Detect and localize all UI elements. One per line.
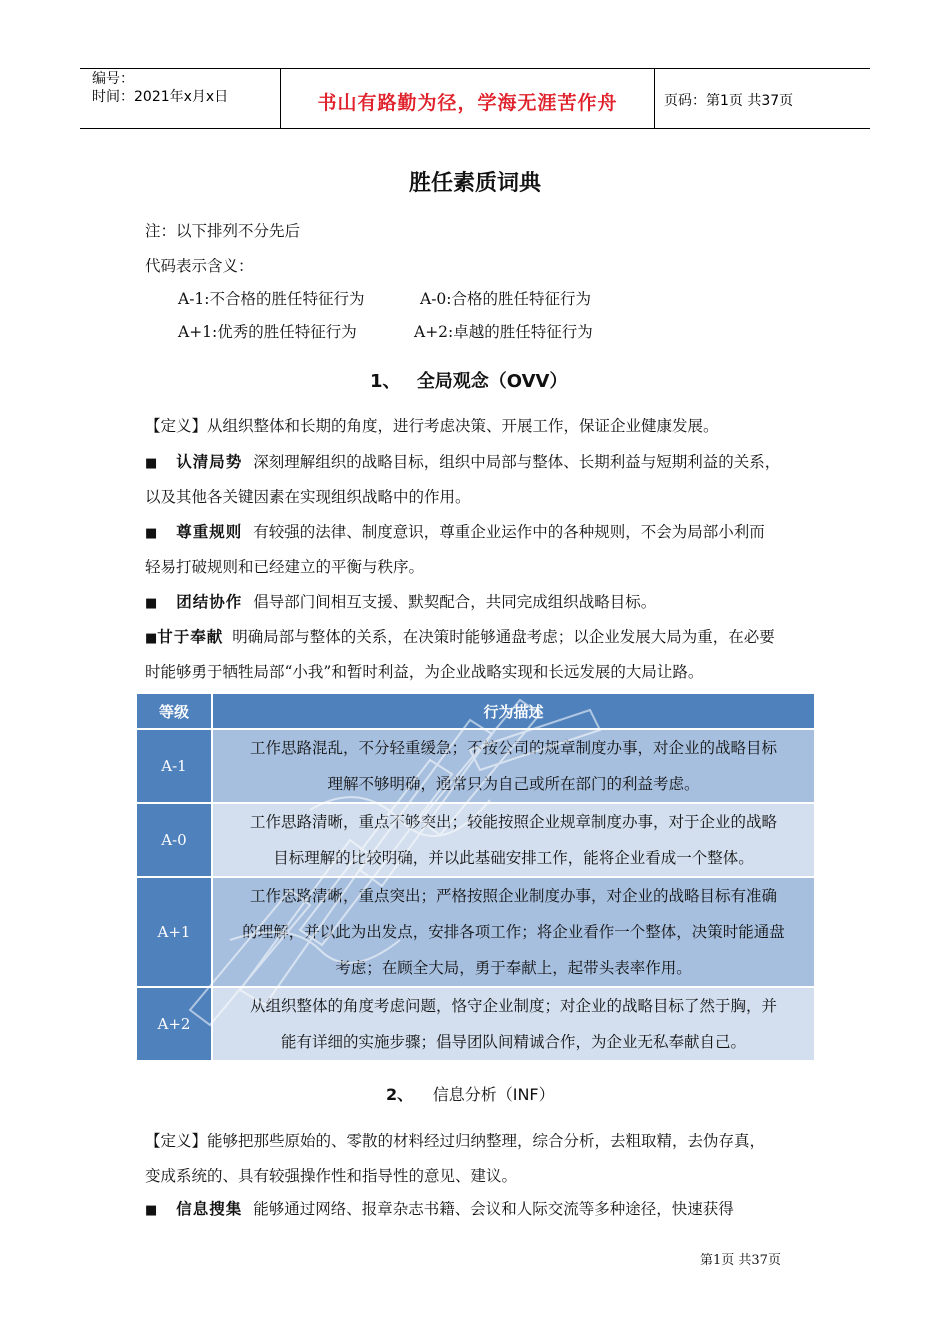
item-info-collection xyxy=(145,1199,734,1221)
document-title: 胜任素质词典 xyxy=(408,171,541,196)
item-respect-rules xyxy=(145,522,765,544)
description-cell xyxy=(212,877,814,987)
item-teamwork xyxy=(145,592,656,614)
table-header-level: 等级 xyxy=(137,694,212,729)
definition-text-cont: 变成系统的、具有较强操作性和指导性的意见、建议。 xyxy=(145,1167,518,1185)
page-footer: 第1页 共37页 xyxy=(700,1253,781,1268)
serial-label: 编号： xyxy=(92,71,134,87)
item-text-cont: 时能够勇于牺牲局部“小我”和暂时利益，为企业战略实现和长远发展的大局让路。 xyxy=(145,663,704,681)
item-text-cont: 以及其他各关键因素在实现组织战略中的作用。 xyxy=(145,488,471,506)
table-header-row xyxy=(137,694,814,729)
item-term: 团结协作 xyxy=(176,593,243,611)
code-a-0: A-0:合格的胜任特征行为 xyxy=(420,290,592,308)
description-line: 从组织整体的角度考虑问题，恪守企业制度；对企业的战略目标了然于胸，并 xyxy=(249,997,777,1015)
section2-number: 2、 xyxy=(386,1085,414,1104)
definition-label: 【定义】 xyxy=(145,1132,208,1150)
level-cell: A+2 xyxy=(137,987,212,1060)
code-a-minus-1: A-1:不合格的胜任特征行为 xyxy=(178,290,365,308)
square-bullet-icon: ■ xyxy=(145,1203,158,1218)
header-motto: 书山有路勤为径，学海无涯苦作舟 xyxy=(317,92,618,114)
description-line: 工作思路混乱，不分轻重缓急；不按公司的规章制度办事，对企业的战略目标 xyxy=(249,739,777,757)
level-cell: A+1 xyxy=(137,877,212,987)
section1-title: 全局观念（OVV） xyxy=(416,371,568,392)
code-a-plus-1: A+1:优秀的胜任特征行为 xyxy=(178,323,357,341)
square-bullet-icon: ■ xyxy=(145,456,158,471)
square-bullet-icon: ■ xyxy=(145,596,158,611)
intro-code-meaning: 代码表示含义： xyxy=(145,257,254,275)
header-bottom-rule xyxy=(80,128,870,129)
description-cell xyxy=(212,729,814,803)
table-row xyxy=(137,803,814,877)
item-dedication xyxy=(145,627,775,649)
item-recognize-situation xyxy=(145,452,780,474)
description-line: 的理解，并以此为出发点，安排各项工作；将企业看作一个整体，决策时能通盘 xyxy=(242,923,785,941)
definition-label: 【定义】 xyxy=(145,417,208,435)
behavior-level-table xyxy=(137,694,814,1060)
header-page-info: 页码：第1页 共37页 xyxy=(664,93,794,109)
definition-text: 从组织整体和长期的角度，进行考虑决策、开展工作，保证企业健康发展。 xyxy=(207,417,719,435)
item-text: 明确局部与整体的关系，在决策时能够通盘考虑；以企业发展大局为重，在必要 xyxy=(232,628,775,646)
item-text: 深刻理解组织的战略目标，组织中局部与整体、长期利益与短期利益的关系， xyxy=(253,453,781,471)
table-header-description: 行为描述 xyxy=(212,694,814,729)
level-cell: A-0 xyxy=(137,803,212,877)
description-line: 工作思路清晰，重点突出；严格按照企业制度办事，对企业的战略目标有准确 xyxy=(249,887,777,905)
section1-heading xyxy=(370,367,568,393)
description-line: 工作思路清晰，重点不够突出；较能按照企业规章制度办事，对于企业的战略 xyxy=(249,813,777,831)
item-text: 能够通过网络、报章杂志书籍、会议和人际交流等多种途径，快速获得 xyxy=(253,1200,734,1218)
table-row xyxy=(137,987,814,1060)
item-term: 信息搜集 xyxy=(176,1200,243,1218)
table-row xyxy=(137,729,814,803)
item-text: 有较强的法律、制度意识，尊重企业运作中的各种规则，不会为局部小利而 xyxy=(253,523,765,541)
level-cell: A-1 xyxy=(137,729,212,803)
section2-heading xyxy=(386,1082,555,1105)
header-meta xyxy=(92,70,228,106)
description-line: 能有详细的实施步骤；倡导团队间精诚合作，为企业无私奉献自己。 xyxy=(280,1033,746,1051)
section2-definition xyxy=(145,1131,765,1151)
square-bullet-icon: ■ xyxy=(145,631,158,646)
code-a-plus-2: A+2:卓越的胜任特征行为 xyxy=(414,323,593,341)
item-text: 倡导部门间相互支援、默契配合，共同完成组织战略目标。 xyxy=(253,593,657,611)
description-cell xyxy=(212,987,814,1060)
item-text-cont: 轻易打破规则和已经建立的平衡与秩序。 xyxy=(145,558,425,576)
time-label: 时间：2021年x月x日 xyxy=(92,89,229,105)
section2-title: 信息分析（INF） xyxy=(432,1085,555,1104)
intro-note: 注：以下排列不分先后 xyxy=(145,222,301,240)
description-line: 目标理解的比较明确，并以此基础安排工作，能将企业看成一个整体。 xyxy=(273,849,754,867)
section1-number: 1、 xyxy=(370,371,401,392)
item-term: 尊重规则 xyxy=(176,523,243,541)
section1-definition xyxy=(145,416,719,436)
item-term: 甘于奉献 xyxy=(157,628,224,646)
item-term: 认清局势 xyxy=(176,453,243,471)
description-cell xyxy=(212,803,814,877)
description-line: 理解不够明确，通常只为自己或所在部门的利益考虑。 xyxy=(327,775,700,793)
description-line: 考虑；在顾全大局，勇于奉献上，起带头表率作用。 xyxy=(335,959,692,977)
definition-text: 能够把那些原始的、零散的材料经过归纳整理，综合分析，去粗取精，去伪存真， xyxy=(207,1132,766,1150)
table-row xyxy=(137,877,814,987)
square-bullet-icon: ■ xyxy=(145,526,158,541)
